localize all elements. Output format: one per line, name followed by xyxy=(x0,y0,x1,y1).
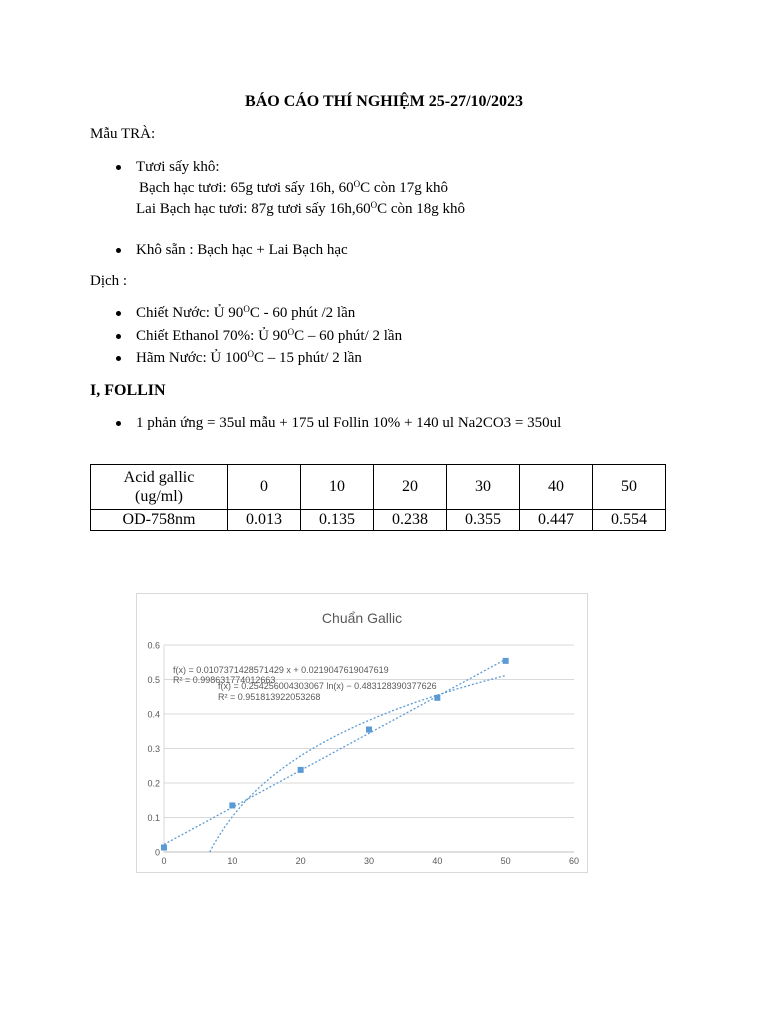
data-point xyxy=(298,767,304,773)
dry-ready-item: Khô sẵn : Bạch hạc + Lai Bạch hạc xyxy=(136,242,348,258)
section-heading-follin: I, FOLLIN xyxy=(90,382,166,399)
data-point xyxy=(161,845,167,851)
x-tick-label: 0 xyxy=(161,856,167,866)
chart-svg xyxy=(137,594,587,872)
table-cell: 0.238 xyxy=(374,510,447,531)
fresh-line-1-unit: C còn 17g khô xyxy=(360,180,449,196)
linear-r2-label: R² = 0.998631774012663 xyxy=(173,675,276,685)
linear-equation-label: f(x) = 0.0107371428571429 x + 0.0219047619047619 xyxy=(173,665,389,675)
table-cell: 40 xyxy=(520,465,593,510)
fresh-line-2 xyxy=(136,201,465,218)
data-point xyxy=(229,802,235,808)
table-cell: 0.135 xyxy=(301,510,374,531)
y-tick-label: 0.6 xyxy=(147,640,160,651)
degree-sup: O xyxy=(370,200,378,210)
table-cell: 0.447 xyxy=(520,510,593,531)
x-tick-label: 20 xyxy=(295,856,306,866)
degree-sup: O xyxy=(287,327,295,337)
fresh-dried-label: Tươi sấy khô: xyxy=(136,159,220,175)
y-tick-label: 0.5 xyxy=(147,675,160,685)
bullet-icon xyxy=(116,248,121,253)
extract-item-3 xyxy=(136,350,362,367)
fresh-line-1-text: Bạch hạc tươi: 65g tươi sấy 16h, 60 xyxy=(139,180,354,196)
table-row-label: OD-758nm xyxy=(91,510,228,531)
table-cell: 20 xyxy=(374,465,447,510)
bullet-icon xyxy=(116,334,121,339)
y-tick-label: 0.1 xyxy=(147,813,160,823)
x-tick-label: 60 xyxy=(568,856,580,866)
extract-label: Dịch : xyxy=(90,273,128,289)
reaction-formula: 1 phản ứng = 35ul mẫu + 175 ul Follin 10% + 140 ul Na2CO3 = 350ul xyxy=(136,415,562,431)
report-title: BÁO CÁO THÍ NGHIỆM 25-27/10/2023 xyxy=(245,93,523,110)
extract-item-1 xyxy=(136,305,355,322)
degree-sup: O xyxy=(243,304,250,314)
extract-item-3-text: Hãm Nước: Ủ 100 xyxy=(136,350,248,366)
y-tick-label: 0.4 xyxy=(147,709,160,720)
y-tick-label: 0.2 xyxy=(147,778,160,789)
extract-item-2-unit: C – 60 phút/ 2 lần xyxy=(294,328,403,344)
table-header-cell xyxy=(91,465,228,510)
data-point xyxy=(434,695,440,701)
extract-item-2 xyxy=(136,328,402,345)
table-cell: 0 xyxy=(228,465,301,510)
x-tick-label: 30 xyxy=(363,856,375,866)
gallic-chart xyxy=(136,593,588,873)
extract-item-3-unit: C – 15 phút/ 2 lần xyxy=(253,350,362,366)
extract-item-1-text: Chiết Nước: Ủ 90 xyxy=(136,305,244,321)
header-line-1: Acid gallic xyxy=(123,469,195,486)
bullet-icon xyxy=(116,421,121,426)
x-tick-label: 40 xyxy=(432,856,443,866)
table-cell: 0.554 xyxy=(593,510,666,531)
fresh-line-2-unit: C còn 18g khô xyxy=(377,201,466,217)
extract-item-2-text: Chiết Ethanol 70%: Ủ 90 xyxy=(136,328,288,344)
extract-item-1-unit: C - 60 phút /2 lần xyxy=(249,305,356,321)
table-cell: 0.013 xyxy=(228,510,301,531)
degree-sup: O xyxy=(353,179,361,189)
data-point xyxy=(366,727,372,733)
data-point xyxy=(503,658,509,664)
table-cell: 30 xyxy=(447,465,520,510)
x-tick-label: 50 xyxy=(500,856,511,866)
fresh-line-1 xyxy=(139,180,448,197)
chart-title: Chuẩn Gallic xyxy=(321,610,403,626)
log-equation-label: f(x) = 0.254256004303067 ln(x) − 0.483128390377626 xyxy=(218,681,437,691)
sample-label: Mẫu TRÀ: xyxy=(90,126,156,142)
y-tick-label: 0.3 xyxy=(147,744,160,754)
table-cell: 50 xyxy=(593,465,666,510)
bullet-icon xyxy=(116,165,121,170)
y-tick-label: 0 xyxy=(154,847,160,858)
header-line-2: (ug/ml) xyxy=(135,488,183,505)
x-tick-label: 10 xyxy=(227,856,238,866)
table-cell: 0.355 xyxy=(447,510,520,531)
table-cell: 10 xyxy=(301,465,374,510)
table-row xyxy=(91,510,666,531)
degree-sup: O xyxy=(247,349,254,359)
standard-table xyxy=(90,464,666,531)
table-row xyxy=(91,465,666,510)
fresh-line-2-text: Lai Bạch hạc tươi: 87g tươi sấy 16h,60 xyxy=(136,201,371,217)
bullet-icon xyxy=(116,356,121,361)
log-r2-label: R² = 0.951813922053268 xyxy=(218,692,321,702)
bullet-icon xyxy=(116,311,121,316)
